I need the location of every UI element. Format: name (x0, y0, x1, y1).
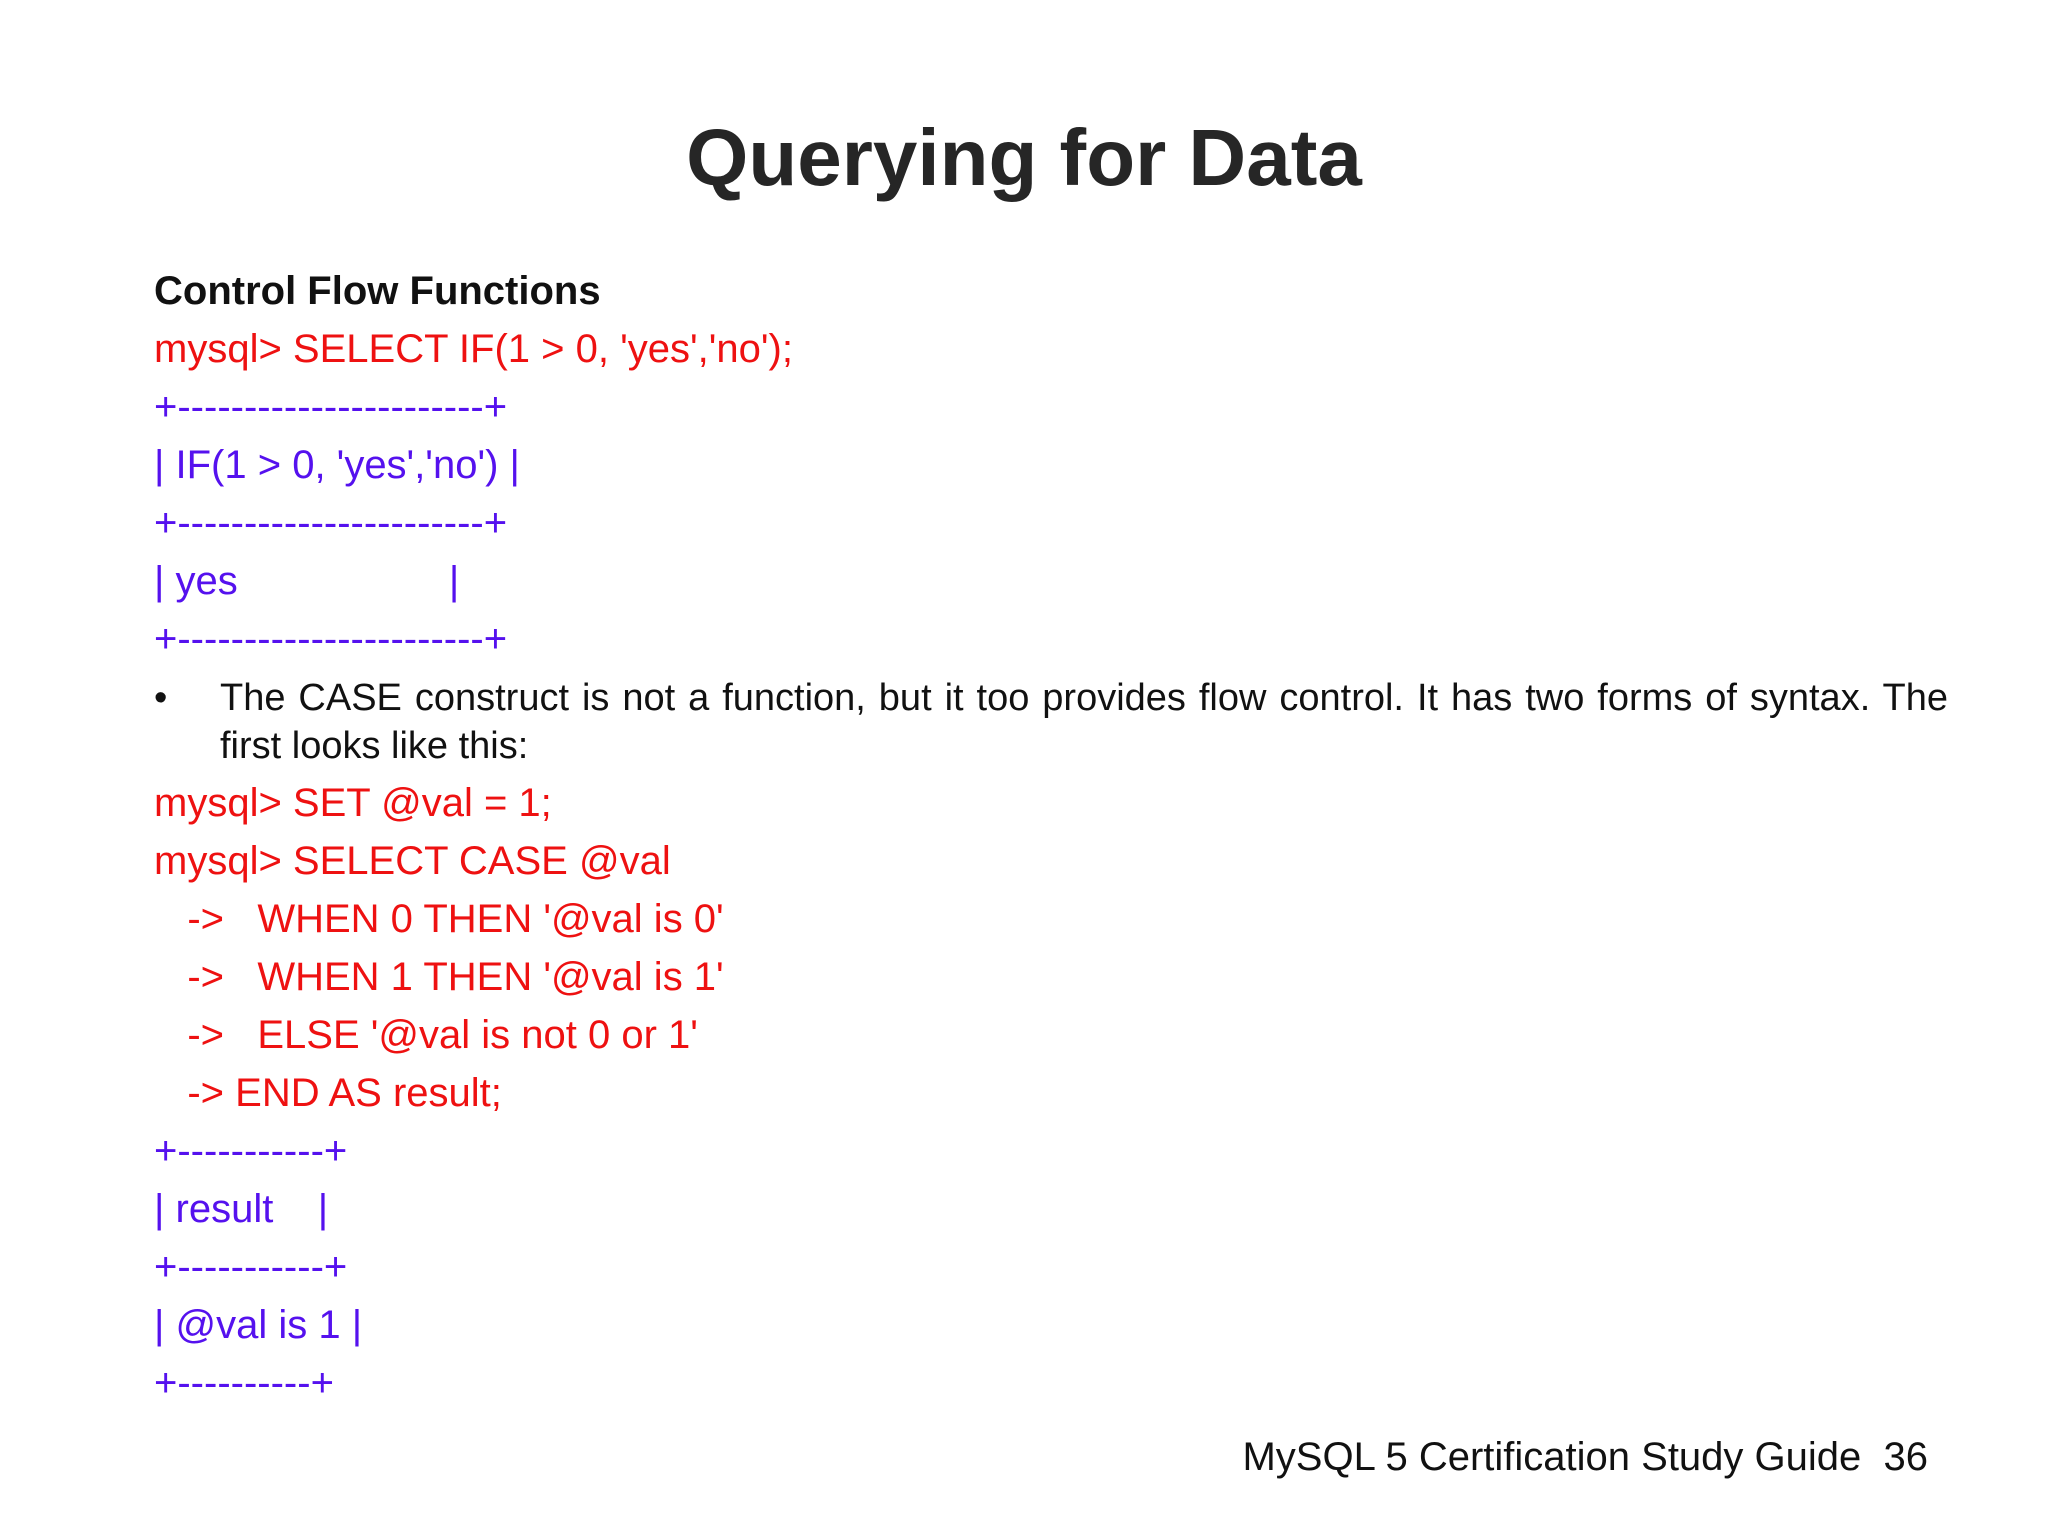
slide-title: Querying for Data (686, 113, 1362, 202)
code-line: mysql> SELECT IF(1 > 0, 'yes','no'); (154, 327, 793, 371)
code-block-case (154, 774, 1954, 1412)
output-line: | IF(1 > 0, 'yes','no') | (154, 443, 520, 487)
slide-footer: MySQL 5 Certification Study Guide 36 (1242, 1435, 1928, 1479)
slide-content (154, 262, 1954, 1412)
code-line: -> ELSE '@val is not 0 or 1' (154, 1013, 698, 1057)
output-line: | @val is 1 | (154, 1303, 363, 1347)
code-line: mysql> SET @val = 1; (154, 781, 552, 825)
output-line: | result | (154, 1187, 329, 1231)
output-line: +-----------------------+ (154, 385, 508, 429)
code-line: -> WHEN 1 THEN '@val is 1' (154, 955, 724, 999)
output-line: +-----------+ (154, 1245, 348, 1289)
output-line: +-----------------------+ (154, 501, 508, 545)
code-line: -> END AS result; (154, 1071, 502, 1115)
bullet-mark: • (154, 677, 168, 719)
bullet-item (154, 674, 1954, 770)
section-heading: Control Flow Functions (154, 269, 601, 313)
output-line: | yes | (154, 559, 460, 603)
bullet-text: The CASE construct is not a function, but it too provides flow control. It has two forms of syntax. The first looks like this: (220, 677, 1948, 767)
code-line: -> WHEN 0 THEN '@val is 0' (154, 897, 724, 941)
code-line: mysql> SELECT CASE @val (154, 839, 671, 883)
output-line: +-----------------------+ (154, 617, 508, 661)
output-line: +-----------+ (154, 1129, 348, 1173)
output-line: +----------+ (154, 1361, 334, 1405)
code-block-if (154, 320, 1954, 668)
